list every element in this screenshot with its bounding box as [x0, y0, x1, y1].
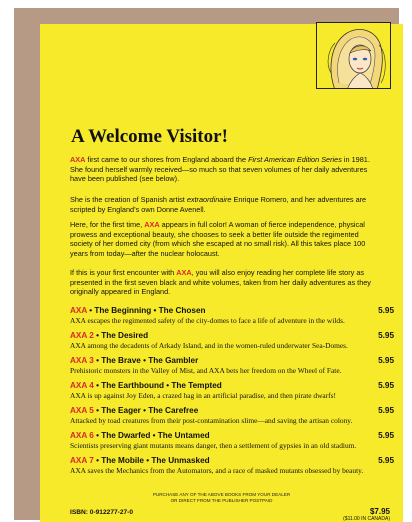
extraordinaire-word: extraordinaire — [186, 195, 232, 204]
yellow-panel — [40, 24, 403, 522]
book-item — [70, 405, 394, 430]
intro-text-2: in 1981. She found herself warmly received—so much so that seven volumes of her daily adventures have been published (see below). — [70, 155, 370, 184]
book-price: 5.95 — [378, 381, 394, 390]
axa-portrait-illustration — [316, 22, 391, 89]
book-description: AXA is up against Joy Eden, a crazed hag in an artificial paradise, and then pirate dwarfs! — [70, 391, 336, 400]
book-titles: • The Earthbound • The Tempted — [93, 381, 222, 390]
book-title-line — [70, 405, 394, 416]
creator-text-1: She is the creation of Spanish artist — [70, 195, 187, 204]
intro-paragraph — [70, 155, 380, 184]
canada-price: ($11.00 IN CANADA) — [343, 516, 390, 522]
creator-paragraph — [70, 195, 380, 214]
book-title-line — [70, 430, 394, 441]
book-series: AXA 6 — [70, 431, 94, 440]
book-description: Prehistoric monsters in the Valley of Mist, and AXA bets her freedom on the Wheel of Fate. — [70, 366, 342, 375]
book-title-line — [70, 305, 394, 316]
book-price: 5.95 — [378, 306, 394, 315]
book-series: AXA 7 — [70, 456, 94, 465]
book-price: 5.95 — [378, 356, 394, 365]
book-description: Attacked by toad creatures from their post-contamination slime—and saving the artisan colony. — [70, 416, 353, 425]
book-title-line — [70, 380, 394, 391]
encounter-paragraph — [70, 268, 380, 297]
book-price: 5.95 — [378, 406, 394, 415]
color-text-2: appears in full color! A woman of fierce independence, physical prowess and exceptional beauty, she chooses to seek a better life outside the regimented society of her domed city (from which she escaped at no small risk). All this takes place 100 years from today—after the nuclear holocaust. — [70, 220, 366, 258]
book-item — [70, 305, 394, 330]
book-series: AXA 4 — [70, 381, 94, 390]
series-name: First American Edition Series — [248, 155, 342, 164]
book-title-line — [70, 455, 394, 466]
axa-name: AXA — [70, 155, 86, 164]
book-titles: • The Beginning • The Chosen — [86, 306, 206, 315]
cover-price: $7.95 — [369, 507, 390, 516]
book-titles: • The Brave • The Gambler — [93, 356, 199, 365]
book-item — [70, 355, 394, 380]
book-titles: • The Mobile • The Unmasked — [93, 456, 210, 465]
intro-text-1: first came to our shores from England aboard the — [85, 155, 249, 164]
book-price: 5.95 — [378, 331, 394, 340]
color-paragraph — [70, 220, 380, 258]
axa-portrait-icon — [317, 23, 391, 89]
book-description: Scientists preserving giant mutants means danger, then a settlement of gypsies in an old stadium. — [70, 441, 357, 450]
back-cover — [14, 8, 399, 520]
axa-name: AXA — [144, 220, 160, 229]
book-description: AXA among the decadents of Arkady Island, and in the women-ruled underwater Sea-Domes. — [70, 341, 348, 350]
page-heading: A Welcome Visitor! — [71, 126, 228, 147]
purchase-line-1: PURCHASE ANY OF THE ABOVE BOOKS FROM YOUR DEALER — [152, 492, 291, 497]
book-titles: • The Desired — [93, 331, 149, 340]
book-titles: • The Dwarfed • The Untamed — [93, 431, 210, 440]
axa-name: AXA — [176, 268, 192, 277]
book-title-line — [70, 330, 394, 341]
book-price: 5.95 — [378, 456, 394, 465]
creator-text-2: Enrique Romero, and her adventures are scripted by England’s own Donne Avenell. — [70, 195, 367, 214]
color-text-1: Here, for the first time, — [70, 220, 145, 229]
book-item — [70, 455, 394, 480]
book-description: AXA escapes the regimented safety of the city-domes to face a life of adventure in the wilds. — [70, 316, 345, 325]
purchase-note — [40, 492, 403, 504]
book-titles: • The Eager • The Carefree — [93, 406, 199, 415]
purchase-line-2: OR DIRECT FROM THE PUBLISHER POSTPAID — [170, 498, 273, 503]
book-series: AXA 5 — [70, 406, 94, 415]
book-description: AXA saves the Mechanics from the Automators, and a race of masked mutants obsessed by beauty. — [70, 466, 364, 475]
encounter-text-1: If this is your first encounter with — [70, 268, 177, 277]
book-price: 5.95 — [378, 431, 394, 440]
book-series: AXA 3 — [70, 356, 94, 365]
book-series: AXA 2 — [70, 331, 94, 340]
book-title-line — [70, 355, 394, 366]
book-item — [70, 330, 394, 355]
book-list — [70, 305, 394, 480]
book-series: AXA — [70, 306, 87, 315]
isbn-number: ISBN: 0-912277-27-0 — [70, 509, 134, 516]
book-item — [70, 380, 394, 405]
book-item — [70, 430, 394, 455]
encounter-text-2: , you will also enjoy reading her complete life story as presented in the first seven black and white volumes, taken from her daily adventures as they originally appeared in England. — [70, 268, 371, 297]
